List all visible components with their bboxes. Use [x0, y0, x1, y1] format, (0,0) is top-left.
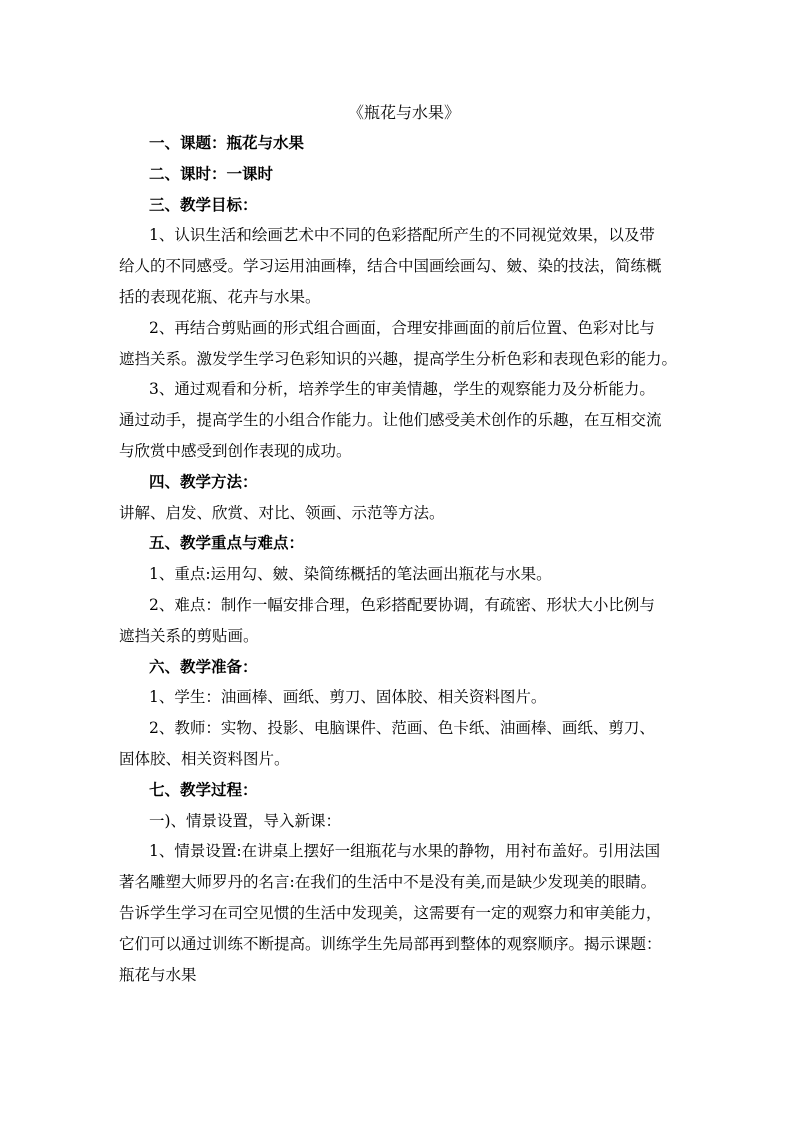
process-step-1-line-1: 1、情景设置:在讲桌上摆好一组瓶花与水果的静物，用衬布盖好。引用法国 — [149, 842, 661, 861]
heading-methods: 四、教学方法： — [149, 471, 258, 491]
preparation-teacher-line-1: 2、教师：实物、投影、电脑课件、范画、色卡纸、油画棒、画纸、剪刀、 — [149, 719, 655, 738]
process-step-1-line-4: 它们可以通过训练不断提高。训练学生先局部再到整体的观察顺序。揭示课题： — [119, 934, 662, 953]
preparation-students: 1、学生：油画棒、画纸、剪刀、固体胶、相关资料图片。 — [149, 688, 547, 707]
objective-3-line-2: 通过动手，提高学生的小组合作能力。让他们感受美术创作的乐趣，在互相交流 — [119, 411, 662, 430]
heading-preparation: 六、教学准备： — [149, 656, 258, 676]
objective-1-line-1: 1、认识生活和绘画艺术中不同的色彩搭配所产生的不同视觉效果，以及带 — [149, 226, 655, 245]
process-step-1-line-2: 著名雕塑大师罗丹的名言:在我们的生活中不是没有美,而是缺少发现美的眼睛。 — [119, 873, 657, 892]
key-point-2-line-2: 遮挡关系的剪贴画。 — [119, 626, 259, 645]
objective-2-line-1: 2、再结合剪贴画的形式组合画面，合理安排画面的前后位置、色彩对比与 — [149, 318, 655, 337]
key-point-1: 1、重点:运用勾、皴、染简练概括的笔法画出瓶花与水果。 — [149, 565, 552, 584]
key-point-2-line-1: 2、难点：制作一幅安排合理，色彩搭配要协调，有疏密、形状大小比例与 — [149, 595, 655, 614]
heading-period: 二、课时：一课时 — [149, 163, 274, 183]
objective-3-line-3: 与欣赏中感受到创作表现的成功。 — [119, 441, 352, 460]
heading-process: 七、教学过程： — [149, 779, 258, 799]
preparation-teacher-line-2: 固体胶、相关资料图片。 — [119, 749, 290, 768]
document-page — [119, 98, 679, 990]
objective-1-line-3: 括的表现花瓶、花卉与水果。 — [119, 287, 321, 306]
process-step-1-line-3: 告诉学生学习在司空见惯的生活中发现美，这需要有一定的观察力和审美能力， — [119, 903, 662, 922]
heading-topic: 一、课题：瓶花与水果 — [149, 133, 305, 152]
heading-key-points: 五、教学重点与难点： — [149, 533, 305, 553]
heading-objectives: 三、教学目标： — [149, 194, 258, 214]
objective-2-line-2: 遮挡关系。激发学生学习色彩知识的兴趣，提高学生分析色彩和表现色彩的能力。 — [119, 349, 678, 368]
methods-text: 讲解、启发、欣赏、对比、领画、示范等方法。 — [119, 503, 445, 522]
process-step-1-line-5: 瓶花与水果 — [119, 965, 197, 984]
objective-3-line-1: 3、通过观看和分析，培养学生的审美情趣，学生的观察能力及分析能力。 — [149, 380, 655, 399]
process-subheading-1: 一)、情景设置，导入新课： — [149, 811, 342, 830]
document-title: 《瓶花与水果》 — [347, 103, 460, 122]
objective-1-line-2: 给人的不同感受。学习运用油画棒，结合中国画绘画勾、皴、染的技法，简练概 — [119, 257, 662, 276]
